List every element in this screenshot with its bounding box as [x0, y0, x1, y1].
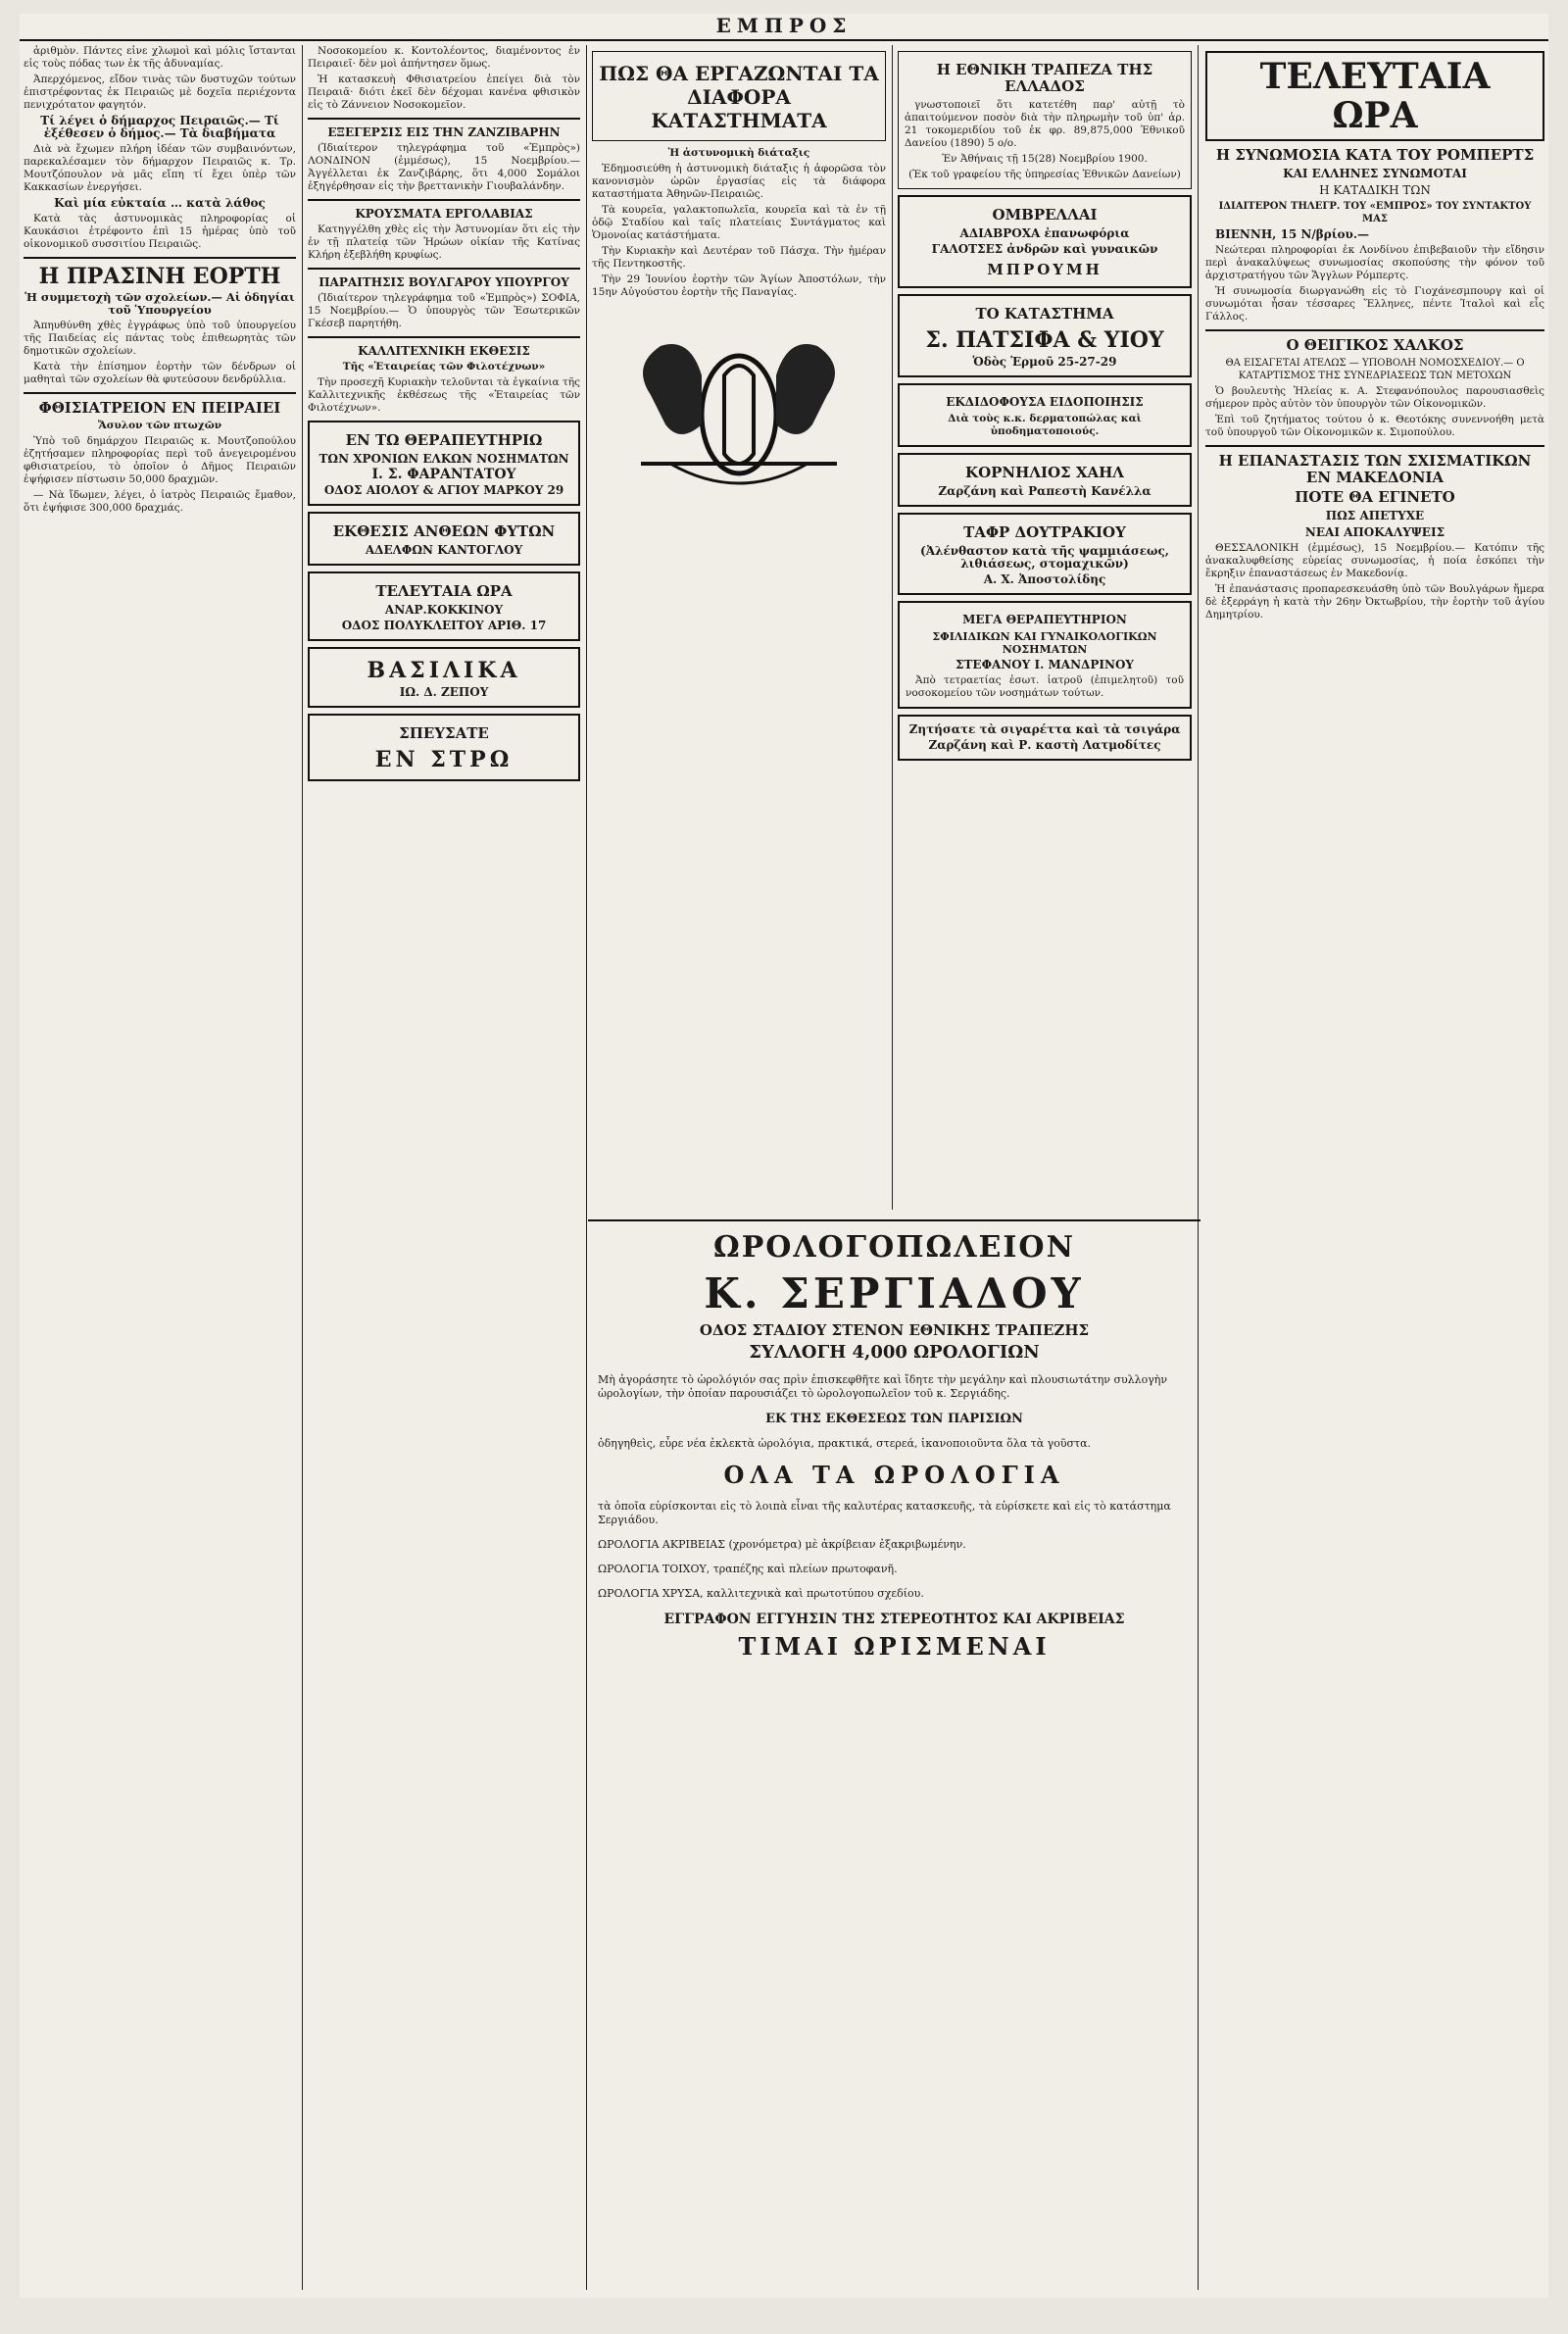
ad-notice	[898, 383, 1192, 447]
divider	[24, 392, 296, 394]
article-headline: ΠΑΡΑΙΤΗΣΙΣ ΒΟΥΛΓΑΡΟΥ ΥΠΟΥΡΓΟΥ	[318, 275, 569, 289]
ad-title: ΜΕΓΑ ΘΕΡΑΠΕΥΤΗΡΙΟΝ	[962, 613, 1127, 626]
newspaper-page	[20, 14, 1548, 2298]
ad-title: ΟΜΒΡΕΛΛΑΙ	[992, 206, 1098, 223]
ad-title: ΤΟ ΚΑΤΑΣΤΗΜΑ	[975, 305, 1114, 323]
article-headline: ΠΟΤΕ ΘΑ ΕΓΙΝΕΤΟ	[1295, 488, 1455, 506]
article-headline: Η ΠΡΑΣΙΝΗ ΕΟΡΤΗ	[38, 264, 281, 289]
article-headline: ΕΞΕΓΕΡΣΙΣ ΕΙΣ ΤΗΝ ΖΑΝΖΙΒΑΡΗΝ	[327, 125, 561, 139]
article-headline: ΦΘΙΣΙΑΤΡΕΙΟΝ ΕΝ ΠΕΙΡΑΙΕΙ	[38, 399, 281, 417]
article-text: ΘΕΣΣΑΛΟΝΙΚΗ (ἐμμέσως), 15 Νοεμβρίου.— Κατόπιν τῆς ἀνακαλυφθείσης εὑρείας συνωμοσίας, ἡ ποία ἐσκόπει τὴν ἔκρηξιν ἐπαναστάσεως ἐν Μακεδονίᾳ.	[1205, 542, 1544, 579]
article-headline: ΚΑΙ ΕΛΛΗΝΕΣ ΣΥΝΩΜΟΤΑΙ	[1283, 167, 1467, 180]
article-headline: ΝΕΑΙ ΑΠΟΚΑΛΥΨΕΙΣ	[1304, 525, 1446, 539]
ad-text: Διὰ τοὺς κ.κ. δερματοπώλας καὶ ὑποδηματοποιούς.	[948, 413, 1142, 437]
article-text: ἀριθμὸν. Πάντες εἶνε χλωμοὶ καὶ μόλις ἵστανται εἰς τοὺς πόδας των ἐκ τῆς ἀδυναμίας.	[24, 45, 296, 70]
article-headline: ΚΑΛΛΙΤΕΧΝΙΚΗ ΕΚΘΕΣΙΣ	[358, 344, 530, 358]
article-text: Ὁ βουλευτὴς Ἠλείας κ. Α. Στεφανόπουλος παρουσιασθεὶς σήμερον πρὸς αὐτὸν τὸν ὑπουργὸν τῶν Οἰκονομικῶν.	[1205, 385, 1544, 410]
ad-text: ΩΡΟΛΟΓΙΑ ΤΟΙΧΟΥ, τραπέζης καὶ πλείων πρωτοφανῆ.	[598, 1563, 898, 1575]
ad-kornilios	[898, 453, 1192, 507]
article-headline: Η ΣΥΝΩΜΟΣΙΑ ΚΑΤΑ ΤΟΥ ΡΟΜΠΕΡΤΣ	[1215, 146, 1535, 164]
article-subheading: Καὶ μία εὐκταία … κατὰ λάθος	[54, 196, 266, 210]
ad-title: ΕΝ ΤΩ ΘΕΡΑΠΕΥΤΗΡΙΩ	[345, 431, 543, 449]
divider	[308, 118, 580, 120]
griffin-emblem-icon	[612, 307, 866, 522]
column-rule	[892, 45, 893, 1210]
article-text: Ἀπερχόμενος, εἴδον τινὰς τῶν δυστυχῶν τούτων ἐπιστρέφοντας ἐκ Πειραιῶς μὲ δοχεῖα περιέχοντα πενιχρότατον φαγητόν.	[24, 74, 296, 111]
masthead: ΕΜΠΡΟΣ	[20, 14, 1548, 41]
article-text: Ἐπὶ τοῦ ζητήματος τούτου ὁ κ. Θεοτόκης συνεννοήθη μετὰ τοῦ ὑπουργοῦ τῶν Οἰκονομικῶν κ. Σιμοπούλου.	[1205, 414, 1544, 438]
ad-umbrellas	[898, 195, 1192, 288]
article-text: Τὴν προσεχῆ Κυριακὴν τελοῦνται τὰ ἐγκαίνια τῆς Καλλιτεχνικῆς ἐκθέσεως τῆς «Ἑταιρείας τῶν Φιλοτέχνων».	[308, 376, 580, 414]
article-subheading: ΘΑ ΕΙΣΑΓΕΤΑΙ ΑΤΕΛΩΣ — ΥΠΟΒΟΛΗ ΝΟΜΟΣΧΕΔΙΟΥ.— Ο ΚΑΤΑΡΤΙΣΜΟΣ ΤΗΣ ΣΥΝΕΔΡΙΑΣΕΩΣ ΤΩΝ ΜΕΤΟΧΩΝ	[1225, 358, 1525, 381]
article-text: Ἐδημοσιεύθη ἡ ἀστυνομικὴ διάταξις ἡ ἀφορῶσα τὸν κανονισμὸν ὡρῶν ἐργασίας εἰς τὰ διάφορα καταστήματα Ἀθηνῶν-Πειραιῶς.	[592, 163, 886, 200]
article-subheading: Ἄσυλον τῶν πτωχῶν	[97, 420, 221, 431]
article-text: Τὴν 29 Ἰουνίου ἑορτὴν τῶν Ἁγίων Ἀποστόλων, τὴν 15ην Αὐγούστου ἑορτὴν τῆς Παναγίας.	[592, 273, 886, 298]
article-text: Ἐν Ἀθήναις τῇ 15(28) Νοεμβρίου 1900.	[942, 153, 1148, 165]
ad-text: Ἀπὸ τετραετίας ἐσωτ. ἰατροῦ (ἐπιμελητοῦ) τοῦ νοσοκομείου τῶν νοσημάτων τούτων.	[906, 674, 1184, 699]
ad-subtitle: ΟΛΑ ΤΑ ΩΡΟΛΟΓΙΑ	[723, 1461, 1065, 1489]
article-text: Κατὰ τὰς ἀστυνομικὰς πληροφορίας οἱ Καυκάσιοι ἐτρέφοντο ἐπὶ 15 ἡμέρας ὑπὸ τοῦ οἰκονομικοῦ συσσιτίου Πειραιῶς.	[24, 213, 296, 250]
article-text: — Νὰ ἴδωμεν, λέγει, ὁ ἰατρὸς Πειραιῶς ἔμαθον, ὅτι ἐψήφισε 300,000 δραχμάς.	[24, 489, 296, 514]
ad-subtitle: ΑΔΕΛΦΩΝ ΚΑΝΤΟΓΛΟΥ	[365, 543, 523, 557]
article-headline: Η ΕΠΑΝΑΣΤΑΣΙΣ ΤΩΝ ΣΧΙΣΜΑΤΙΚΩΝ ΕΝ ΜΑΚΕΔΟΝΙΑ	[1218, 452, 1532, 486]
ad-subtitle: (Ἀλένθαστον κατὰ τῆς ψαμμιάσεως, λιθιάσεως, στομαχικῶν)	[920, 544, 1169, 571]
ad-shop: Α. Χ. Ἀποστολίδης	[983, 572, 1106, 586]
article-subheading: Τί λέγει ὁ δήμαρχος Πειραιῶς.— Τί ἐξέθεσεν ὁ δήμος.— Τὰ διαβήματα	[40, 114, 279, 140]
column-2	[308, 45, 580, 2290]
article-text: Ἀπηυθύνθη χθὲς ἐγγράφως ὑπὸ τοῦ ὑπουργείου τῆς Παιδείας εἰς πάντας τοὺς ἐπιθεωρητὰς τῶν δημοτικῶν σχολείων.	[24, 320, 296, 357]
column-3	[592, 45, 886, 1210]
ad-clinic	[308, 421, 580, 506]
ad-name: Κ. ΣΕΡΓΙΑΔΟΥ	[704, 1269, 1085, 1317]
article-dateline: ΙΔΙΑΙΤΕΡΟΝ ΤΗΛΕΓΡ. ΤΟΥ «ΕΜΠΡΟΣ» ΤΟΥ ΣΥΝΤΑΚΤΟΥ ΜΑΣ	[1218, 201, 1532, 224]
ad-address: ΟΔΟΣ ΠΟΛΥΚΛΕΙΤΟΥ ΑΡΙΘ. 17	[341, 619, 547, 632]
column-5	[1205, 45, 1544, 2290]
article-text: γνωστοποιεῖ ὅτι κατετέθη παρ' αὐτῇ τὸ ἀπαιτούμενον ποσὸν διὰ τὴν πληρωμὴν τοῦ ὑπ' ἀρ. 21 τοκομεριδίου τοῦ ἐκ φρ. 89,875,000 Ἐθνικοῦ Δανείου (1890) 5 ο/ο.	[905, 99, 1185, 149]
ad-subtitle: ΑΔΙΑΒΡΟΧΑ ἐπανωφόρια	[959, 226, 1130, 240]
ad-text: ΩΡΟΛΟΓΙΑ ΧΡΥΣΑ, καλλιτεχνικὰ καὶ πρωτοτύπου σχεδίου.	[598, 1587, 924, 1600]
article-text: Ἡ κατασκευὴ Φθισιατρείου ἐπείγει διὰ τὸν Πειραιᾶ· διότι ἐκεῖ δὲν δέχομαι κανένα φθισικὸν εἰς τὸ Ζάννειον Νοσοκομεῖον.	[308, 74, 580, 111]
ad-loutraki	[898, 513, 1192, 595]
ad-flowers	[308, 512, 580, 566]
ad-subtitle: ΕΚ ΤΗΣ ΕΚΘΕΣΕΩΣ ΤΩΝ ΠΑΡΙΣΙΩΝ	[765, 1412, 1023, 1426]
ad-title: Ζητήσατε τὰ σιγαρέττα καὶ τὰ τσιγάρα	[908, 722, 1181, 736]
headline-box	[592, 51, 886, 141]
ad-patsifa	[898, 294, 1192, 377]
article-text: Τὰ κουρεῖα, γαλακτοπωλεῖα, κουρεῖα καὶ τὰ ἐν τῇ ὁδῷ Σταδίου καὶ ταῖς πλατείαις Συντάγματος καὶ Ὁμονοίας κατάστήματα.	[592, 204, 886, 241]
ad-watch-shop	[588, 1219, 1200, 2290]
ad-title: ΩΡΟΛΟΓΟΠΩΛΕΙΟΝ	[712, 1230, 1075, 1265]
ad-shop: ΑΝΑΡ.ΚΟΚΚΙΝΟΥ	[384, 603, 504, 617]
ad-title: ΚΟΡΝΗΛΙΟΣ ΧΑΗΛ	[965, 464, 1124, 481]
column-rule	[302, 45, 303, 2290]
article-text: Τὴν Κυριακὴν καὶ Δευτέραν τοῦ Πάσχα. Τὴν ἡμέραν τῆς Πεντηκοστῆς.	[592, 245, 886, 270]
ad-last-hour	[308, 571, 580, 641]
article-text: (Ἐκ τοῦ γραφείου τῆς ὑπηρεσίας Ἐθνικῶν Δανείων)	[908, 169, 1181, 180]
ad-address: Ὁδὸς Ἑρμοῦ 25-27-29	[972, 355, 1117, 369]
ad-name: Σ. ΠΑΤΣΙΦΑ & ΥΙΟΥ	[925, 327, 1164, 353]
ad-text: ὁδηγηθεὶς, εὗρε νέα ἐκλεκτὰ ὡρολόγια, πρακτικά, στερεά, ἱκανοποιοῦντα ὅλα τὰ γοῦστα.	[598, 1437, 1092, 1450]
ad-title: ΕΚΘΕΣΙΣ ΑΝΘΕΩΝ ΦΥΤΩΝ	[332, 522, 556, 540]
ad-subtitle: ΣΦΙΛΙΔΙΚΩΝ ΚΑΙ ΓΥΝΑΙΚΟΛΟΓΙΚΩΝ ΝΟΣΗΜΑΤΩΝ	[932, 630, 1157, 656]
ad-title: ΤΕΛΕΥΤΑΙΑ ΩΡΑ	[375, 582, 513, 600]
divider	[1205, 329, 1544, 331]
ad-title: ΒΑΣΙΛΙΚΑ	[367, 658, 521, 683]
article-headline: ΚΡΟΥΣΜΑΤΑ ΕΡΓΟΛΑΒΙΑΣ	[355, 207, 533, 221]
ad-title: ΣΠΕΥΣΑΤΕ	[399, 724, 489, 742]
divider	[24, 257, 296, 259]
article-headline: ΠΩΣ ΘΑ ΕΡΓΑΖΩΝΤΑΙ ΤΑ ΔΙΑΦΟΡΑ ΚΑΤΑΣΤΗΜΑΤΑ	[599, 62, 879, 132]
article-headline: Η ΕΘΝΙΚΗ ΤΡΑΠΕΖΑ ΤΗΣ ΕΛΛΑΔΟΣ	[936, 61, 1153, 95]
ad-subtitle: Ζαρζάνη καὶ Ραπεστὴ Κανέλλα	[938, 484, 1152, 498]
ad-shop: ΜΠΡΟΥΜΗ	[987, 261, 1102, 278]
ad-therapeuterion	[898, 601, 1192, 709]
column-1	[24, 45, 296, 2290]
ad-doctor: Ι. Σ. ΦΑΡΑΝΤΑΤΟΥ	[371, 467, 516, 482]
article-text: Νοσοκομείου κ. Κοντολέοντος, διαμένοντος ἐν Πειραιεῖ· δὲν μοὶ ἀπήντησεν ὅμως.	[308, 45, 580, 70]
ad-guarantee: ΕΓΓΡΑΦΟΝ ΕΓΓΥΗΣΙΝ ΤΗΣ ΣΤΕΡΕΟΤΗΤΟΣ ΚΑΙ ΑΚΡΙΒΕΙΑΣ	[663, 1612, 1125, 1627]
article-text: (Ἰδιαίτερον τηλεγράφημα τοῦ «Ἐμπρὸς») ΣΟΦΙΑ, 15 Νοεμβρίου.— Ὁ ὑπουργὸς τῶν Ἐσωτερικῶν Γκέσεβ παρητήθη.	[308, 292, 580, 329]
article-text: Διὰ νὰ ἔχωμεν πλήρη ἰδέαν τῶν συμβαινόντων, παρεκαλέσαμεν τὸν δήμαρχον Πειραιῶς κ. Τρ. Μουτζόπουλον νὰ μᾶς εἴπη τί ἔχει ὑπὲρ τῶν Κακκασίων ἐνεργήσει.	[24, 143, 296, 193]
ad-doctor: ΣΤΕΦΑΝΟΥ Ι. ΜΑΝΔΡΙΝΟΥ	[956, 658, 1134, 671]
article-text: Ἡ ἐπανάστασις προπαρεσκευάσθη ὑπὸ τῶν Βουλγάρων ἤμερα δὲ ἐξερράγη ἡ κατὰ τὴν 26ην Ὀκτωβρίου, τὴν ἑορτὴν τοῦ ἁγίου Δημητρίου.	[1205, 583, 1544, 621]
ad-address: ΟΔΟΣ ΣΤΑΔΙΟΥ ΣΤΕΝΟΝ ΕΘΝΙΚΗΣ ΤΡΑΠΕΖΗΣ	[699, 1321, 1090, 1339]
ad-basilika	[308, 647, 580, 708]
ad-subtitle: ΤΩΝ ΧΡΟΝΙΩΝ ΕΛΚΩΝ ΝΟΣΗΜΑΤΩΝ	[318, 452, 569, 466]
article-headline: Ο ΘΕΙΓΙΚΟΣ ΧΑΛΚΟΣ	[1286, 336, 1464, 354]
divider	[308, 199, 580, 201]
ad-prices: ΤΙΜΑΙ ΩΡΙΣΜΕΝΑΙ	[738, 1632, 1051, 1661]
ad-title: ΕΚΔΙΔΟΦΟΥΣΑ ΕΙΔΟΠΟΙΗΣΙΣ	[946, 395, 1144, 409]
headline-box	[1205, 51, 1544, 141]
ad-subtitle: Ζαρζάνη καὶ Ρ. καστὴ Λατμοδίτες	[928, 738, 1161, 752]
ad-hasten	[308, 714, 580, 781]
article-headline: ΤΕΛΕΥΤΑΙΑ ΩΡΑ	[1259, 56, 1491, 136]
ad-cigarettes	[898, 715, 1192, 761]
article-subheading: Ἡ ἀστυνομικὴ διάταξις	[667, 147, 810, 159]
ad-text: τὰ ὁποῖα εὑρίσκονται εἰς τὸ λοιπὰ εἶναι τῆς καλυτέρας κατασκευῆς, τὰ εὑρίσκετε καὶ εἰς τὸ κατάστημα Σεργιάδου.	[598, 1500, 1171, 1526]
ad-text: Μὴ ἀγοράσητε τὸ ὡρολόγιόν σας πρὶν ἐπισκεφθῆτε καὶ ἴδητε τὴν μεγάλην καὶ πλουσιωτάτην συλλογὴν ὡρολογίων, τὴν ὁποίαν παρουσιάζει τὸ ὡρολογοπωλεῖον τοῦ κ. Σεργιάδης.	[598, 1373, 1168, 1400]
ad-address: ΟΔΟΣ ΑΙΟΛΟΥ & ΑΓΙΟΥ ΜΑΡΚΟΥ 29	[323, 483, 564, 497]
column-4	[898, 45, 1192, 1210]
ad-subtitle: ΓΑΛΟΤΣΕΣ ἀνδρῶν καὶ γυναικῶν	[931, 242, 1158, 256]
ad-subtitle: ΣΥΛΛΟΓΗ 4,000 ΩΡΟΛΟΓΙΩΝ	[749, 1342, 1040, 1363]
divider	[1205, 445, 1544, 447]
article-text: Κατὰ τὴν ἐπίσημον ἑορτὴν τῶν δένδρων οἱ μαθηταὶ τῶν σχολείων θὰ φυτεύσουν δενδρύλλια.	[24, 361, 296, 385]
ad-text: ΩΡΟΛΟΓΙΑ ΑΚΡΙΒΕΙΑΣ (χρονόμετρα) μὲ ἀκρίβειαν ἐξακριβωμένην.	[598, 1538, 966, 1551]
article-text: Κατηγγέλθη χθὲς εἰς τὴν Ἀστυνομίαν ὅτι εἰς τὴν ἐν τῇ πλατείᾳ τῶν Ἡρώων οἰκίαν τῆς Κατίνας Κλήρη ἐξεβλήθη κρυφίως.	[308, 223, 580, 261]
article-headline: Η ΚΑΤΑΔΙΚΗ ΤΩΝ	[1319, 183, 1431, 197]
article-headline: ΠΩΣ ΑΠΕΤΥΧΕ	[1325, 509, 1425, 522]
article-place: ΒΙΕΝΝΗ, 15 Ν/βρίου.—	[1215, 227, 1370, 241]
ad-title-large: ΕΝ ΣΤΡΩ	[374, 747, 514, 772]
divider	[308, 268, 580, 270]
article-text: Νεώτεραι πληροφορίαι ἐκ Λονδίνου ἐπιβεβαιοῦν τὴν εἴδησιν περὶ ἀνακαλύψεως συνωμοσίας σκοπούσης τὴν φόνον τοῦ ἀρχιστρατήγου τῶν Ἄγγλων Ρόμπερτς.	[1205, 244, 1544, 281]
article-subheading: Τῆς «Ἑταιρείας τῶν Φιλοτέχνων»	[342, 361, 546, 372]
article-text: (Ἰδιαίτερον τηλεγράφημα τοῦ «Ἐμπρὸς») ΛΟΝΔΙΝΟΝ (ἐμμέσως), 15 Νοεμβρίου.— Ἀγγέλλεται ἐκ Ζανζιβάρης, ὅτι 4,000 Σομάλοι ἐξηγέρθησαν εἰς τὴν βρεττανικὴν Γιουβαλάνδην.	[308, 142, 580, 192]
article-subheading: Ἡ συμμετοχὴ τῶν σχολείων.— Αἱ ὁδηγίαι τοῦ Ὑπουργείου	[24, 290, 295, 317]
divider	[308, 336, 580, 338]
ad-title: ΤΑΦΡ ΔΟΥΤΡΑΚΙΟΥ	[963, 523, 1126, 541]
bank-notice	[898, 51, 1192, 189]
article-text: Ὑπὸ τοῦ δημάρχου Πειραιῶς κ. Μουτζοπούλου ἐζητήσαμεν πληροφορίας περὶ τοῦ ἀνεγειρομένου φθισιατρείου, τὸ ὁποῖον ὁ Δῆμος Πειραιῶν ἐψήφισεν πίστωσιν 50,000 δραχμῶν.	[24, 435, 296, 485]
column-rule	[586, 45, 587, 2290]
ad-subtitle: ΙΩ. Δ. ΖΕΠΟΥ	[399, 685, 489, 699]
article-text: Ἡ συνωμοσία διωργανώθη εἰς τὸ Γιοχάνεσμπουργ καὶ οἱ συνωμόται ἦσαν τέσσαρες Ἕλληνες, πέντε Ἰταλοὶ καὶ εἷς Γάλλος.	[1205, 285, 1544, 323]
